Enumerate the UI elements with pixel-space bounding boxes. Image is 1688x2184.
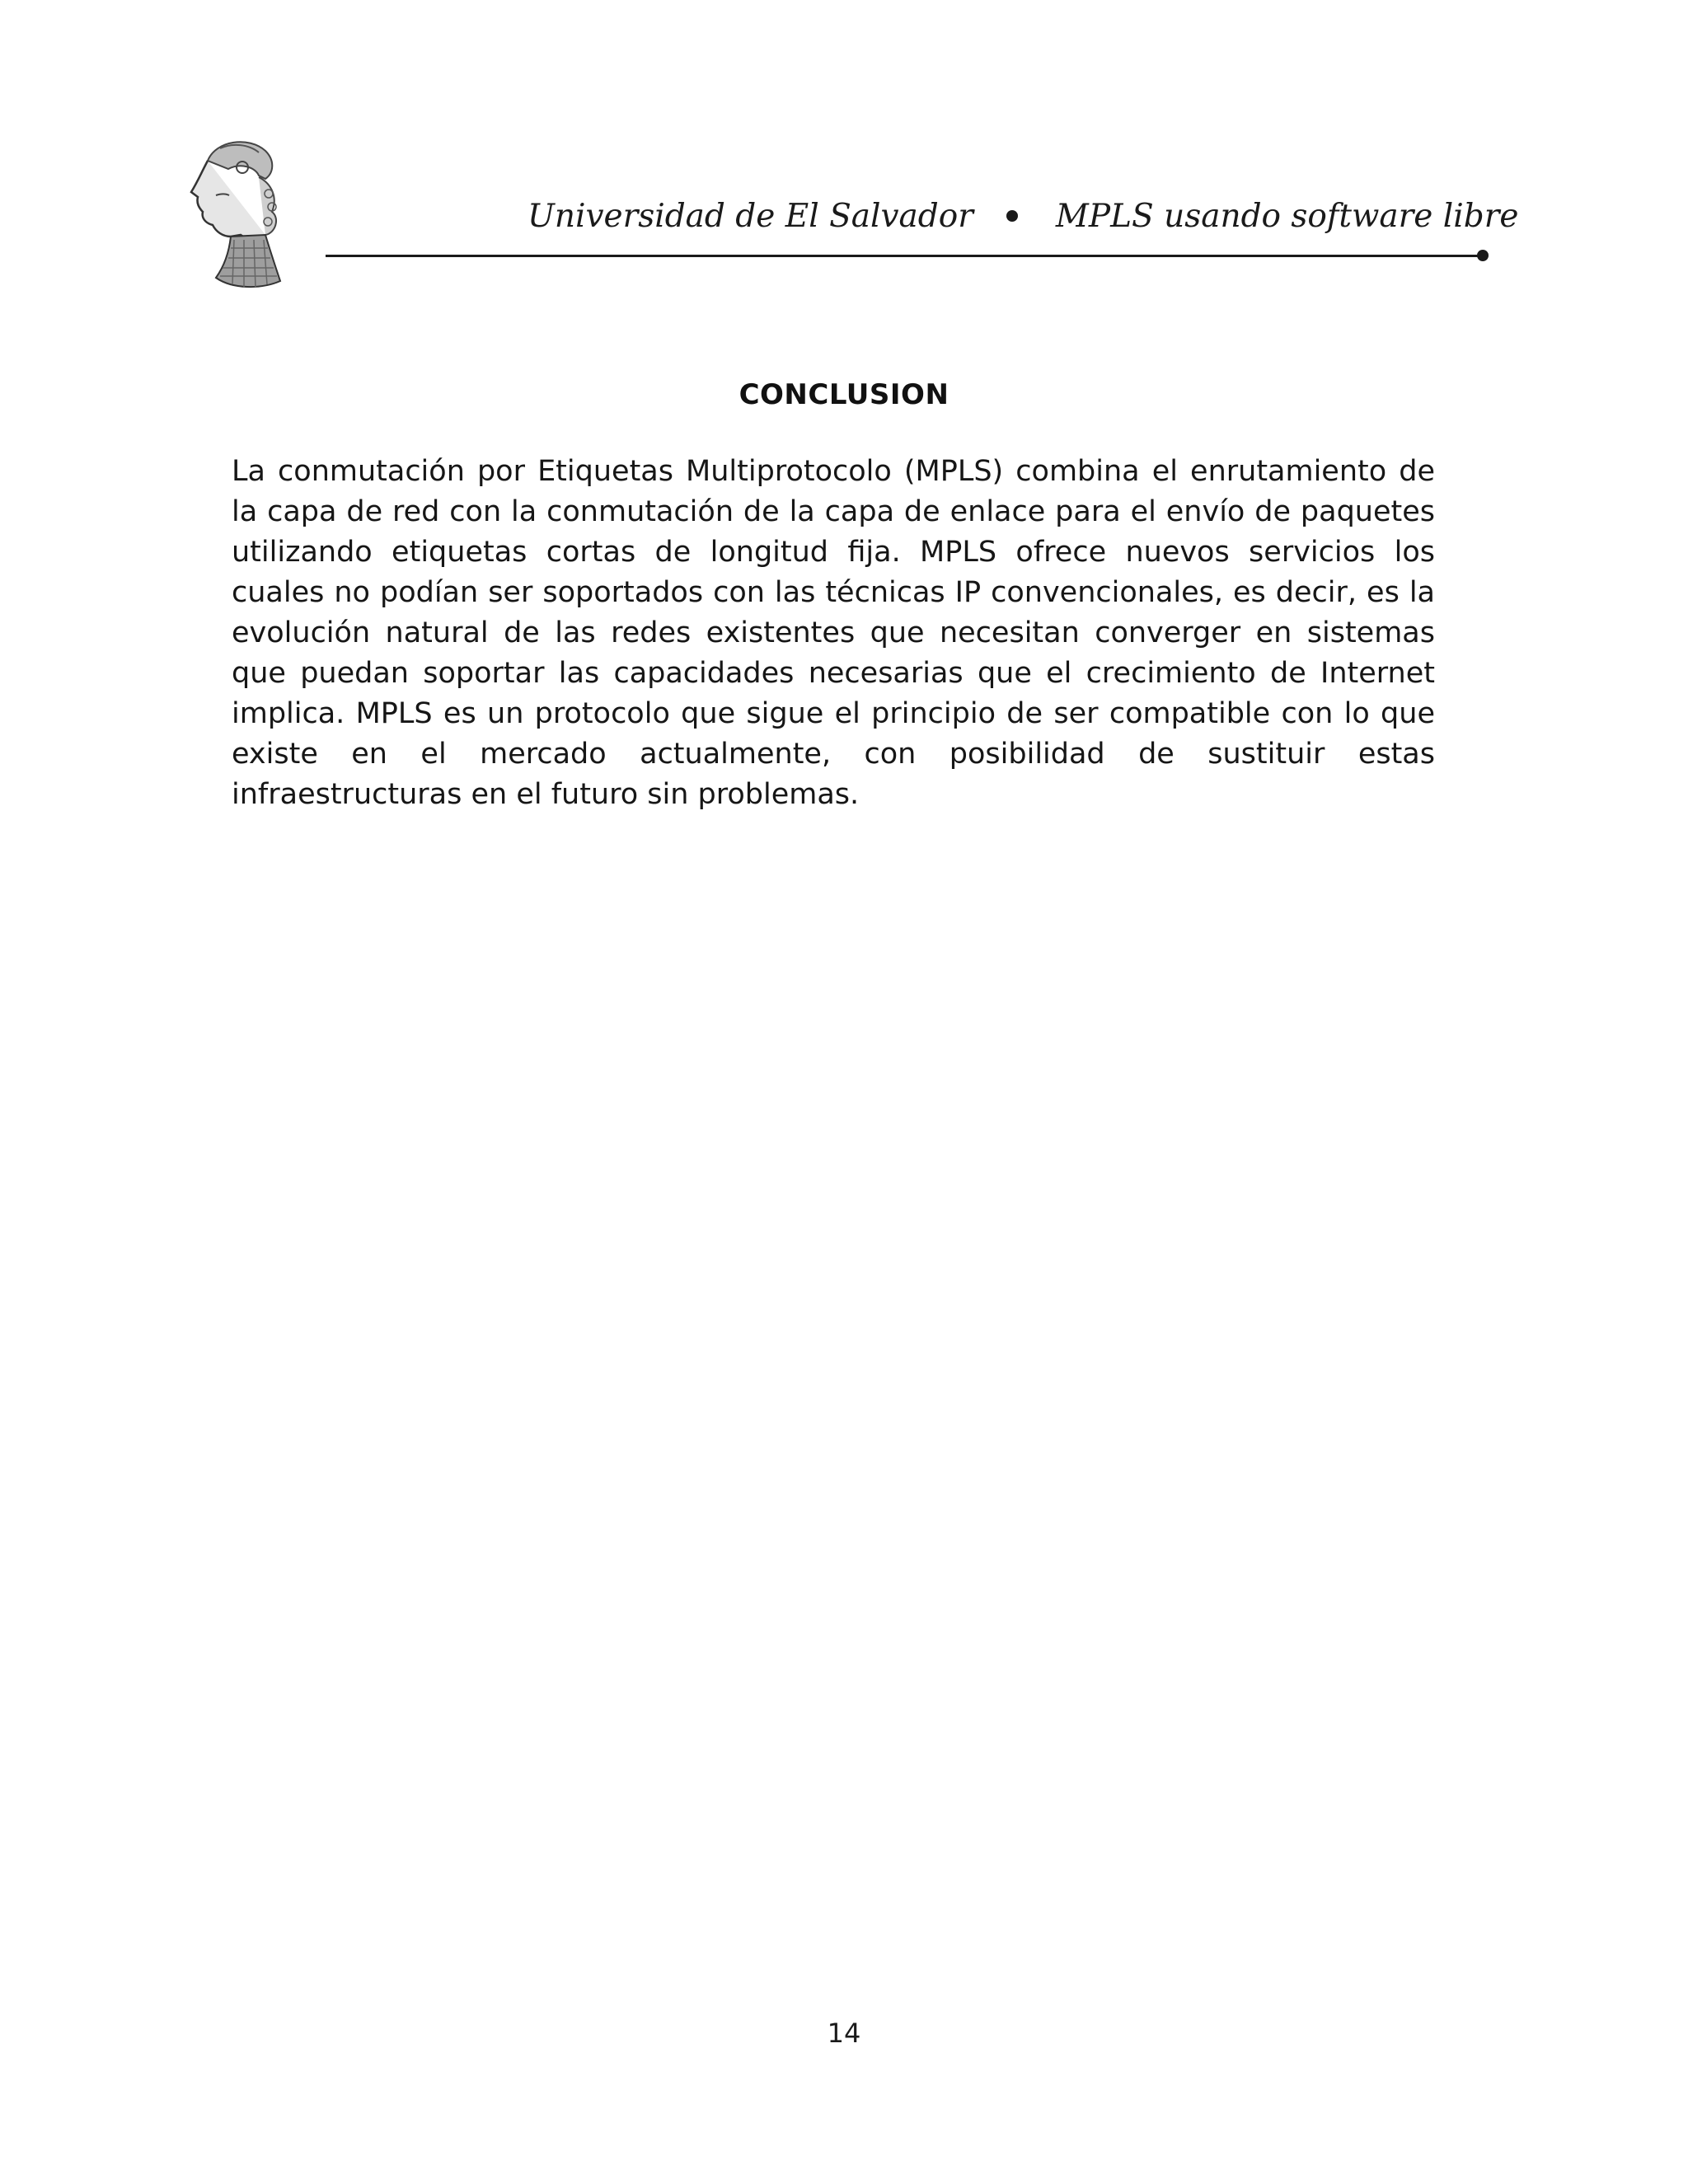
header-rule — [326, 255, 1479, 257]
running-header — [528, 191, 1519, 241]
body-paragraph: La conmutación por Etiquetas Multiprotocolo (MPLS) combina el enrutamiento de la capa de red con la conmutación de la capa de enlace para el envío de paquetes utilizando etiquetas cortas de longitud fija. MPLS ofrece nuevos servicios los cuales no podían ser soportados con las técnicas IP convencionales, es decir, es la evolución natural de las redes existentes que necesitan converger en sistemas que puedan soportar las capacidades necesarias que el crecimiento de Internet implica. MPLS es un protocolo que sigue el principio de ser compatible con lo que existe en el mercado actualmente, con posibilidad de sustituir estas infraestructuras en el futuro sin problemas. — [232, 455, 1435, 811]
header-rule-end-dot-icon — [1477, 250, 1489, 261]
section-title: CONCLUSION — [738, 378, 950, 411]
header-document-title: MPLS usando software libre — [1055, 197, 1519, 235]
header-bullet-icon — [1006, 210, 1018, 222]
university-logo-icon — [183, 136, 286, 293]
page-number: 14 — [827, 2018, 861, 2049]
header-institution: Universidad de El Salvador — [528, 197, 973, 235]
